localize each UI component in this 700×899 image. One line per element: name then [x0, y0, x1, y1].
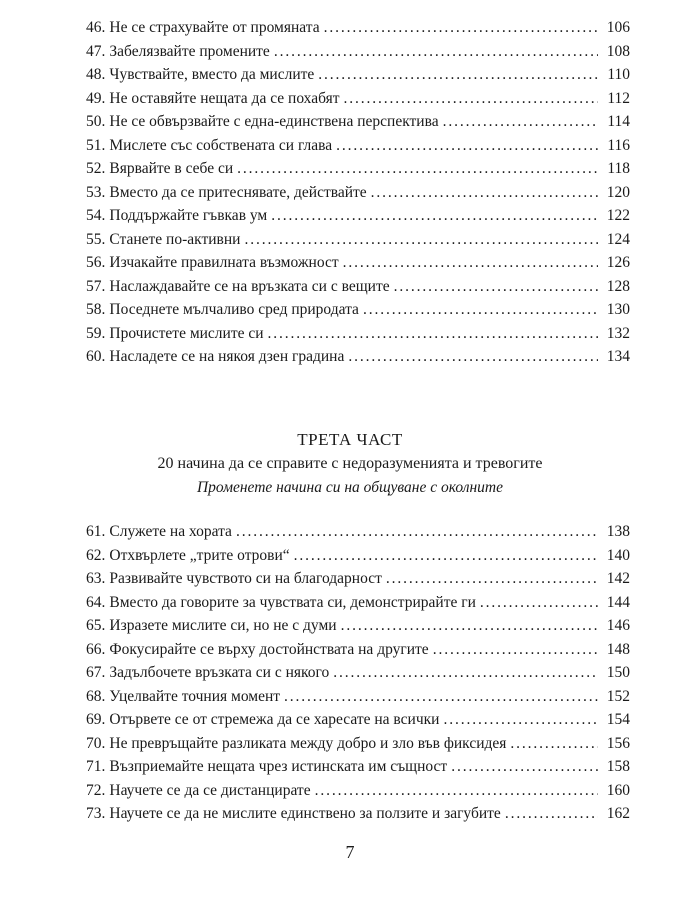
toc-entry-number: 48.	[86, 66, 106, 83]
toc-entry	[86, 16, 630, 40]
toc-entry-page: 158	[606, 758, 630, 775]
toc-entry-number: 55.	[86, 230, 106, 248]
toc-entry-title: Насладете се на някоя дзен градина	[109, 348, 345, 365]
toc-entry-title: Отхвърлете „трите отрови“	[109, 546, 290, 564]
toc-entry	[86, 779, 630, 803]
toc-entry-title: Поседнете мълчаливо сред природата	[109, 301, 359, 318]
toc-entry	[86, 251, 630, 275]
toc-entry	[86, 661, 630, 685]
toc-entry-number: 68.	[86, 687, 106, 705]
toc-leader-dots	[294, 544, 598, 568]
toc-entry	[86, 544, 630, 568]
toc-entry-title: Служете на хората	[109, 523, 232, 540]
toc-entry-title: Не се страхувайте от промяната	[109, 19, 320, 36]
toc-entry-page: 124	[606, 230, 630, 248]
toc-entry-page: 154	[606, 711, 630, 728]
toc-leader-dots	[386, 567, 598, 591]
toc-entry	[86, 322, 630, 346]
toc-entry	[86, 275, 630, 299]
toc-entry-number: 62.	[86, 546, 106, 564]
toc-entry-number: 50.	[86, 113, 106, 130]
toc-entry-number: 65.	[86, 617, 106, 634]
toc-entry-page: 156	[606, 734, 630, 752]
toc-entry-page: 150	[606, 664, 630, 681]
toc-entry	[86, 567, 630, 591]
toc-entry	[86, 591, 630, 615]
toc-leader-dots	[244, 228, 598, 252]
toc-leader-dots	[344, 87, 598, 111]
toc-entry-page: 112	[607, 89, 630, 107]
toc-entry-title: Отървете се от стремежа да се харесате на всички	[109, 711, 440, 728]
toc-entry	[86, 298, 630, 322]
toc-entry-number: 61.	[86, 523, 106, 540]
toc-list-part-three	[86, 520, 630, 826]
toc-entry-title: Възприемайте нещата чрез истинската им същност	[109, 758, 448, 775]
toc-entry-page: 130	[606, 301, 630, 318]
toc-entry	[86, 181, 630, 205]
toc-entry-page: 116	[607, 136, 630, 154]
toc-entry-page: 160	[606, 781, 630, 799]
toc-entry-page: 122	[606, 207, 630, 224]
toc-entry-page: 132	[606, 324, 630, 342]
toc-entry-number: 71.	[86, 758, 106, 775]
toc-entry-title: Мислете със собствената си глава	[109, 136, 333, 154]
toc-entry-page: 114	[607, 113, 630, 130]
toc-entry	[86, 520, 630, 544]
toc-entry-title: Чувствайте, вместо да мислите	[109, 66, 315, 83]
toc-entry-number: 51.	[86, 136, 106, 154]
toc-entry-page: 152	[606, 687, 630, 705]
toc-entry	[86, 204, 630, 228]
toc-entry-number: 59.	[86, 324, 106, 342]
toc-leader-dots	[318, 63, 598, 87]
toc-entry-title: Поддържайте гъвкав ум	[109, 207, 268, 224]
toc-entry	[86, 228, 630, 252]
toc-entry	[86, 732, 630, 756]
toc-entry-number: 66.	[86, 640, 106, 658]
toc-entry-page: 134	[606, 348, 630, 365]
toc-entry-title: Фокусирайте се върху достойнствата на другите	[109, 640, 429, 658]
toc-entry-number: 70.	[86, 734, 106, 752]
toc-entry-number: 73.	[86, 805, 106, 822]
toc-entry-title: Задълбочете връзката си с някого	[109, 664, 330, 681]
toc-entry	[86, 63, 630, 87]
part-tagline: Променете начина си на общуване с околните	[196, 479, 504, 496]
toc-leader-dots	[271, 204, 598, 228]
toc-leader-dots	[268, 322, 598, 346]
toc-leader-dots	[343, 251, 598, 275]
toc-leader-dots	[348, 345, 598, 369]
toc-entry-title: Уцелвайте точния момент	[109, 687, 281, 705]
toc-leader-dots	[336, 134, 598, 158]
toc-entry-page: 128	[606, 277, 630, 295]
toc-leader-dots	[284, 685, 598, 709]
toc-entry-page: 162	[606, 805, 630, 822]
toc-entry-number: 49.	[86, 89, 106, 107]
toc-entry-page: 110	[607, 66, 630, 83]
part-subtitle: 20 начина да се справите с недоразуменията и тревогите	[157, 455, 543, 472]
toc-entry-page: 120	[606, 183, 630, 201]
toc-entry	[86, 685, 630, 709]
toc-entry	[86, 755, 630, 779]
toc-leader-dots	[505, 802, 598, 826]
toc-leader-dots	[480, 591, 598, 615]
toc-entry-page: 146	[606, 617, 630, 634]
toc-entry-page: 106	[606, 19, 630, 36]
part-three-header	[0, 428, 700, 500]
toc-leader-dots	[371, 181, 598, 205]
toc-leader-dots	[510, 732, 598, 756]
toc-entry	[86, 40, 630, 64]
toc-entry-title: Станете по-активни	[109, 230, 241, 248]
toc-entry-number: 72.	[86, 781, 106, 799]
toc-leader-dots	[394, 275, 598, 299]
toc-entry-number: 67.	[86, 664, 106, 681]
toc-entry-title: Не оставяйте нещата да се похабят	[109, 89, 340, 107]
toc-entry	[86, 345, 630, 369]
toc-entry-title: Изчакайте правилната възможност	[109, 254, 339, 271]
toc-entry-number: 46.	[86, 19, 106, 36]
toc-leader-dots	[443, 708, 598, 732]
toc-entry-number: 64.	[86, 593, 106, 611]
toc-entry-page: 142	[606, 570, 630, 587]
toc-entry-title: Наслаждавайте се на връзката си с вещите	[109, 277, 390, 295]
toc-entry-page: 138	[606, 523, 630, 540]
toc-entry	[86, 614, 630, 638]
toc-entry-page: 140	[606, 546, 630, 564]
toc-leader-dots	[333, 661, 598, 685]
toc-leader-dots	[451, 755, 598, 779]
toc-leader-dots	[315, 779, 598, 803]
toc-entry-page: 148	[606, 640, 630, 658]
page-number: 7	[345, 842, 355, 862]
toc-entry-page: 144	[606, 593, 630, 611]
toc-entry-title: Научете се да не мислите единствено за ползите и загубите	[109, 805, 501, 822]
toc-list-part-two	[86, 16, 630, 369]
toc-leader-dots	[341, 614, 598, 638]
toc-entry-title: Вместо да говорите за чувствата си, демонстрирайте ги	[109, 593, 476, 611]
toc-entry-title: Изразете мислите си, но не с думи	[109, 617, 337, 634]
toc-entry-number: 69.	[86, 711, 106, 728]
toc-entry-title: Вместо да се притеснявате, действайте	[109, 183, 367, 201]
toc-entry-title: Развивайте чувството си на благодарност	[109, 570, 382, 587]
toc-entry-title: Научете се да се дистанцирате	[109, 781, 311, 799]
toc-leader-dots	[363, 298, 598, 322]
toc-entry	[86, 110, 630, 134]
toc-entry-number: 63.	[86, 570, 106, 587]
toc-entry-number: 60.	[86, 348, 106, 365]
toc-entry-number: 57.	[86, 277, 106, 295]
toc-entry	[86, 638, 630, 662]
toc-leader-dots	[237, 157, 598, 181]
toc-entry-title: Не се обвързвайте с една-единствена перспектива	[109, 113, 439, 130]
toc-leader-dots	[236, 520, 598, 544]
toc-entry-number: 54.	[86, 207, 106, 224]
toc-entry-number: 47.	[86, 42, 106, 60]
toc-entry-title: Прочистете мислите си	[109, 324, 264, 342]
toc-entry-title: Вярвайте в себе си	[109, 160, 234, 177]
toc-leader-dots	[433, 638, 598, 662]
toc-entry-number: 53.	[86, 183, 106, 201]
toc-entry	[86, 87, 630, 111]
toc-entry-title: Не превръщайте разликата между добро и зло във фиксидея	[109, 734, 507, 752]
toc-leader-dots	[443, 110, 598, 134]
toc-entry	[86, 708, 630, 732]
toc-entry-page: 126	[606, 254, 630, 271]
toc-entry-number: 58.	[86, 301, 106, 318]
toc-leader-dots	[274, 40, 598, 64]
part-title: ТРЕТА ЧАСТ	[297, 430, 403, 449]
toc-entry-page: 118	[607, 160, 630, 177]
toc-entry	[86, 157, 630, 181]
toc-entry-title: Забелязвайте промените	[109, 42, 270, 60]
toc-entry-number: 52.	[86, 160, 106, 177]
toc-entry-number: 56.	[86, 254, 106, 271]
toc-entry	[86, 802, 630, 826]
toc-entry	[86, 134, 630, 158]
toc-entry-page: 108	[606, 42, 630, 60]
toc-leader-dots	[324, 16, 598, 40]
